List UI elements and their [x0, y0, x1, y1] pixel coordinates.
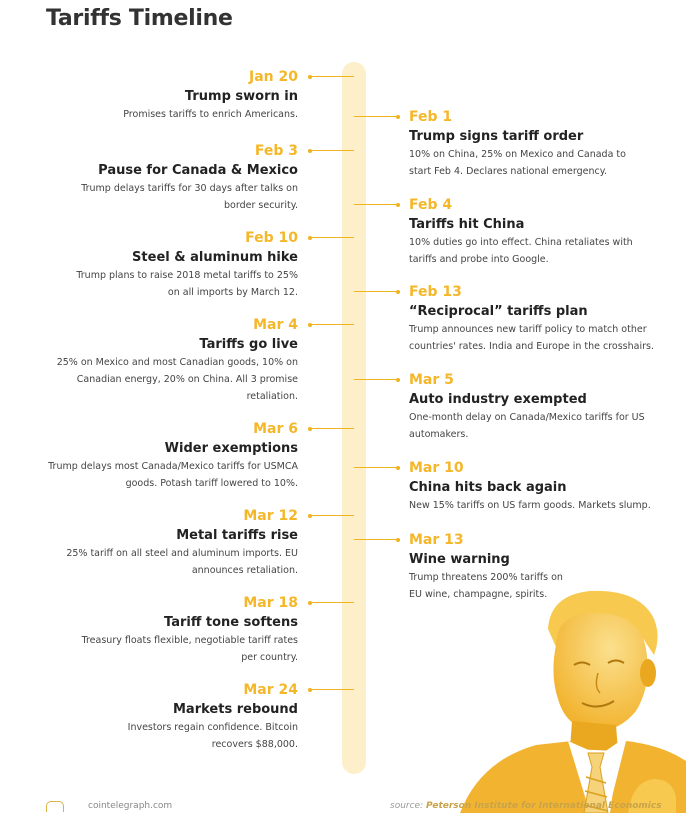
event-description-line: New 15% tariffs on US farm goods. Markets slump. — [409, 500, 651, 511]
event-heading: Pause for Canada & Mexico — [98, 163, 298, 178]
timeline-dot — [308, 688, 312, 692]
event-description-line: EU wine, champagne, spirits. — [409, 589, 548, 600]
timeline-event — [38, 681, 298, 752]
timeline-event — [38, 229, 298, 300]
portrait-illustration — [440, 585, 686, 813]
event-heading: Auto industry exempted — [409, 392, 587, 407]
timeline-connector — [310, 689, 354, 690]
timeline-connector — [310, 515, 354, 516]
event-description-line: tariffs and probe into Google. — [409, 254, 549, 265]
event-date: Feb 4 — [409, 197, 453, 213]
event-description-line: Trump delays most Canada/Mexico tariffs for USMCA — [48, 461, 298, 472]
event-heading: Trump sworn in — [184, 89, 298, 104]
event-description-line: start Feb 4. Declares national emergency. — [409, 166, 608, 177]
timeline-event — [409, 108, 669, 179]
timeline-dot — [396, 538, 400, 542]
event-heading: Wider exemptions — [164, 441, 298, 456]
timeline-dot — [396, 466, 400, 470]
source-credit — [390, 801, 662, 811]
event-date: Jan 20 — [249, 69, 298, 85]
event-description-line: Treasury floats flexible, negotiable tariff rates — [81, 635, 298, 646]
timeline-dot — [396, 115, 400, 119]
timeline-event — [409, 283, 669, 354]
event-description-line: One-month delay on Canada/Mexico tariffs for US — [409, 412, 645, 423]
event-date: Mar 10 — [409, 460, 464, 476]
timeline-event — [409, 371, 669, 442]
footer — [0, 800, 686, 813]
event-heading: China hits back again — [409, 480, 567, 495]
timeline-dot — [308, 75, 312, 79]
event-date: Mar 4 — [253, 317, 298, 333]
event-description-line: goods. Potash tariff lowered to 10%. — [125, 478, 298, 489]
timeline-event — [38, 68, 298, 122]
event-date: Feb 13 — [409, 284, 462, 300]
timeline-dot — [308, 149, 312, 153]
timeline-connector — [354, 291, 398, 292]
timeline-event — [38, 316, 298, 404]
event-description-line: Trump delays tariffs for 30 days after talks on — [81, 183, 298, 194]
event-date: Feb 3 — [254, 143, 298, 159]
event-date: Mar 5 — [409, 372, 454, 388]
event-description-line: on all imports by March 12. — [167, 287, 298, 298]
timeline-dot — [308, 514, 312, 518]
event-description-line: Canadian energy, 20% on China. All 3 promise — [76, 374, 298, 385]
event-description-line: announces retaliation. — [191, 565, 298, 576]
event-description-line: recovers $88,000. — [211, 739, 298, 750]
source-label: source: — [390, 801, 424, 811]
timeline-event — [38, 507, 298, 578]
page-title: Tariffs Timeline — [46, 6, 233, 31]
timeline-dot — [308, 323, 312, 327]
event-description-line: Trump plans to raise 2018 metal tariffs to 25% — [76, 270, 298, 281]
event-description-line: border security. — [224, 200, 298, 211]
timeline-connector — [354, 539, 398, 540]
event-description-line: 25% tariff on all steel and aluminum imports. EU — [66, 548, 298, 559]
timeline-dot — [396, 290, 400, 294]
timeline-connector — [354, 204, 398, 205]
source-name: Peterson Institute for International Economics — [426, 801, 662, 811]
event-heading: “Reciprocal” tariffs plan — [409, 304, 588, 319]
event-description-line: per country. — [241, 652, 298, 663]
event-description-line: 10% duties go into effect. China retaliates with — [409, 237, 633, 248]
event-date: Mar 18 — [243, 595, 298, 611]
timeline-event — [38, 594, 298, 665]
event-heading: Metal tariffs rise — [176, 528, 298, 543]
event-date: Mar 12 — [243, 508, 298, 524]
event-description-line: countries' rates. India and Europe in the crosshairs. — [409, 341, 654, 352]
timeline-dot — [308, 601, 312, 605]
timeline-connector — [310, 237, 354, 238]
event-date: Feb 1 — [409, 109, 453, 125]
timeline-event — [38, 420, 298, 491]
timeline-dot — [308, 427, 312, 431]
timeline-connector — [310, 602, 354, 603]
event-description-line: Trump announces new tariff policy to match other — [409, 324, 647, 335]
cointelegraph-logo-icon — [46, 801, 64, 812]
timeline-spine — [342, 62, 366, 774]
timeline-connector — [354, 379, 398, 380]
timeline-dot — [396, 203, 400, 207]
timeline-event — [409, 196, 669, 267]
event-date: Mar 13 — [409, 532, 464, 548]
timeline-connector — [354, 467, 398, 468]
event-description-line: Investors regain confidence. Bitcoin — [127, 722, 298, 733]
event-date: Mar 6 — [253, 421, 298, 437]
event-heading: Wine warning — [409, 552, 510, 567]
timeline-dot — [396, 378, 400, 382]
event-heading: Trump signs tariff order — [409, 129, 584, 144]
timeline-connector — [310, 150, 354, 151]
brand-link[interactable]: cointelegraph.com — [88, 801, 173, 811]
timeline-event — [409, 459, 669, 513]
timeline-event — [38, 142, 298, 213]
timeline-dot — [308, 236, 312, 240]
event-description-line: automakers. — [409, 429, 469, 440]
timeline-connector — [310, 324, 354, 325]
event-description-line: 10% on China, 25% on Mexico and Canada to — [409, 149, 626, 160]
event-description-line: 25% on Mexico and most Canadian goods, 10% on — [56, 357, 298, 368]
event-heading: Steel & aluminum hike — [132, 250, 298, 265]
event-heading: Tariffs hit China — [409, 217, 525, 232]
event-heading: Markets rebound — [173, 702, 298, 717]
event-date: Mar 24 — [243, 682, 298, 698]
timeline-connector — [310, 428, 354, 429]
timeline-connector — [310, 76, 354, 77]
event-description-line: Promises tariffs to enrich Americans. — [123, 109, 298, 120]
timeline-connector — [354, 116, 398, 117]
event-heading: Tariff tone softens — [164, 615, 298, 630]
event-description-line: Trump threatens 200% tariffs on — [409, 572, 563, 583]
event-heading: Tariffs go live — [199, 337, 298, 352]
event-description-line: retaliation. — [246, 391, 298, 402]
event-date: Feb 10 — [245, 230, 298, 246]
